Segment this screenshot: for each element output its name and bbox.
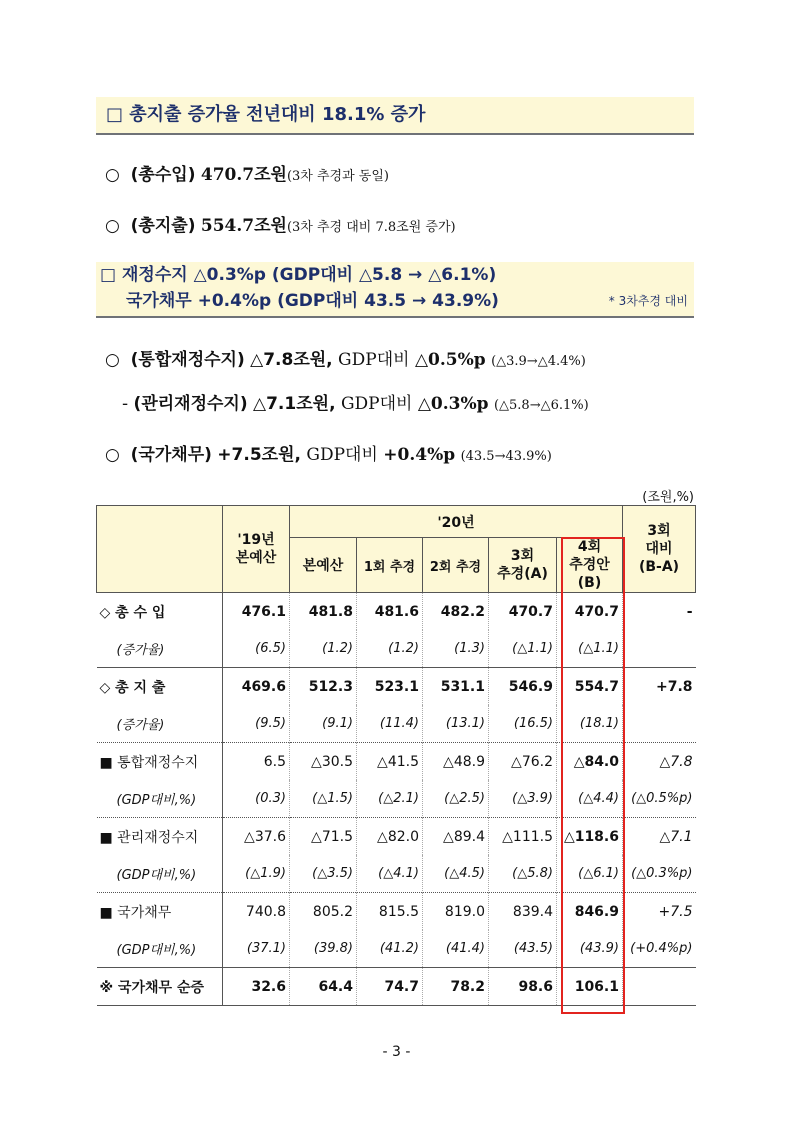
cell: 846.9 bbox=[557, 893, 623, 931]
cell: (11.4) bbox=[357, 705, 423, 743]
revenue-line bbox=[105, 160, 389, 185]
dash: - bbox=[122, 394, 129, 414]
cell: △71.5 bbox=[290, 818, 357, 856]
cell: △89.4 bbox=[423, 818, 489, 856]
row-label: (증가율) bbox=[97, 630, 223, 668]
header-diff-3: (B-A) bbox=[638, 559, 680, 575]
cell bbox=[623, 968, 696, 1006]
bullet: ○ bbox=[105, 445, 120, 465]
managed-pct: △0.3%p bbox=[417, 394, 489, 414]
cell: (41.2) bbox=[357, 930, 423, 968]
cell: (41.4) bbox=[423, 930, 489, 968]
header-supp-4-a: 4회 bbox=[577, 539, 602, 555]
cell: 839.4 bbox=[489, 893, 557, 931]
expenditure-note: (3차 추경 대비 7.8조원 증가) bbox=[286, 220, 456, 235]
debt-label: (국가채무) bbox=[130, 445, 212, 465]
cell: (6.5) bbox=[223, 630, 290, 668]
cell: (△2.1) bbox=[357, 780, 423, 818]
row-label: ◇ 총 지 출 bbox=[97, 668, 223, 706]
cell bbox=[623, 705, 696, 743]
table-unit: (조원,%) bbox=[642, 490, 694, 505]
cell: (△4.4) bbox=[557, 780, 623, 818]
integrated-gdp: GDP대비 bbox=[338, 350, 410, 370]
cell: (△1.1) bbox=[557, 630, 623, 668]
cell: 469.6 bbox=[223, 668, 290, 706]
cell: △82.0 bbox=[357, 818, 423, 856]
cell: (△3.5) bbox=[290, 855, 357, 893]
cell: (△4.5) bbox=[423, 855, 489, 893]
cell: (9.1) bbox=[290, 705, 357, 743]
table-row bbox=[97, 855, 696, 893]
table-row bbox=[97, 780, 696, 818]
cell: (1.2) bbox=[290, 630, 357, 668]
row-label: ■ 관리재정수지 bbox=[97, 818, 223, 856]
budget-table bbox=[96, 505, 696, 1006]
debt-gdp: GDP대비 bbox=[306, 445, 378, 465]
table-row bbox=[97, 893, 696, 931]
cell: (△4.1) bbox=[357, 855, 423, 893]
table-row bbox=[97, 818, 696, 856]
revenue-label: (총수입) bbox=[130, 165, 196, 185]
section2-line1: □ 재정수지 △0.3%p (GDP대비 △5.8 → △6.1%) bbox=[100, 265, 497, 285]
cell: (△0.5%p) bbox=[623, 780, 696, 818]
row-label: ※ 국가채무 순증 bbox=[97, 968, 223, 1006]
debt-note: (43.5→43.9%) bbox=[460, 449, 552, 464]
cell: (△3.9) bbox=[489, 780, 557, 818]
row-label: ■ 국가채무 bbox=[97, 893, 223, 931]
header-supp-4 bbox=[557, 538, 623, 593]
cell: +7.5 bbox=[623, 893, 696, 931]
cell: (△1.5) bbox=[290, 780, 357, 818]
table-row bbox=[97, 968, 696, 1006]
cell: 481.6 bbox=[357, 593, 423, 631]
header-supp-1: 1회 추경 bbox=[357, 538, 423, 593]
section2-note: * 3차추경 대비 bbox=[608, 294, 688, 308]
integrated-label: (통합재정수지) bbox=[130, 350, 245, 370]
cell: 819.0 bbox=[423, 893, 489, 931]
cell: 815.5 bbox=[357, 893, 423, 931]
managed-note: (△5.8→△6.1%) bbox=[493, 398, 589, 413]
cell: 32.6 bbox=[223, 968, 290, 1006]
cell: (△1.1) bbox=[489, 630, 557, 668]
cell: (△5.8) bbox=[489, 855, 557, 893]
managed-value: △7.1조원, bbox=[253, 394, 336, 414]
header-supp-3 bbox=[489, 538, 557, 593]
header-supp-2: 2회 추경 bbox=[423, 538, 489, 593]
cell: 470.7 bbox=[489, 593, 557, 631]
cell: (1.2) bbox=[357, 630, 423, 668]
debt-value: +7.5조원, bbox=[217, 445, 301, 465]
cell: (18.1) bbox=[557, 705, 623, 743]
row-label: ◇ 총 수 입 bbox=[97, 593, 223, 631]
header-main-budget: 본예산 bbox=[290, 538, 357, 593]
row-label: ■ 통합재정수지 bbox=[97, 743, 223, 781]
header-supp-3-b: 추경(A) bbox=[497, 566, 548, 582]
revenue-value: 470.7조원 bbox=[200, 165, 287, 185]
managed-gdp: GDP대비 bbox=[340, 394, 413, 414]
cell: 523.1 bbox=[357, 668, 423, 706]
row-label: (GDP대비,%) bbox=[97, 855, 223, 893]
cell: 6.5 bbox=[223, 743, 290, 781]
cell: (37.1) bbox=[223, 930, 290, 968]
cell: △118.6 bbox=[557, 818, 623, 856]
cell: △30.5 bbox=[290, 743, 357, 781]
cell: △41.5 bbox=[357, 743, 423, 781]
cell: 98.6 bbox=[489, 968, 557, 1006]
table-row bbox=[97, 705, 696, 743]
header-supp-3-a: 3회 bbox=[510, 548, 535, 564]
bullet: ○ bbox=[105, 350, 120, 370]
managed-label: (관리재정수지) bbox=[133, 394, 248, 414]
cell: (1.3) bbox=[423, 630, 489, 668]
cell: (△6.1) bbox=[557, 855, 623, 893]
bullet: ○ bbox=[105, 216, 120, 236]
header-blank bbox=[97, 506, 223, 593]
header-2019-budget: 본예산 bbox=[235, 550, 277, 566]
cell: △111.5 bbox=[489, 818, 557, 856]
section2-line2: 국가채무 +0.4%p (GDP대비 43.5 → 43.9%) bbox=[126, 291, 499, 311]
header-diff bbox=[623, 506, 696, 593]
cell: 481.8 bbox=[290, 593, 357, 631]
cell: (43.5) bbox=[489, 930, 557, 968]
cell: △7.1 bbox=[623, 818, 696, 856]
cell: 546.9 bbox=[489, 668, 557, 706]
row-label: (증가율) bbox=[97, 705, 223, 743]
debt-pct: +0.4%p bbox=[383, 445, 456, 465]
table-row bbox=[97, 930, 696, 968]
cell bbox=[623, 630, 696, 668]
cell: 64.4 bbox=[290, 968, 357, 1006]
cell: (+0.4%p) bbox=[623, 930, 696, 968]
bullet: ○ bbox=[105, 165, 120, 185]
cell: - bbox=[623, 593, 696, 631]
header-2019-year: '19년 bbox=[237, 532, 275, 548]
expenditure-line bbox=[105, 211, 456, 236]
integrated-balance-line bbox=[105, 345, 586, 370]
cell: (43.9) bbox=[557, 930, 623, 968]
cell: 482.2 bbox=[423, 593, 489, 631]
cell: (△0.3%p) bbox=[623, 855, 696, 893]
cell: 531.1 bbox=[423, 668, 489, 706]
section1-title: □ 총지출 증가율 전년대비 18.1% 증가 bbox=[106, 104, 426, 125]
header-2020: '20년 bbox=[290, 506, 623, 538]
row-label: (GDP대비,%) bbox=[97, 930, 223, 968]
cell: 106.1 bbox=[557, 968, 623, 1006]
cell: △7.8 bbox=[623, 743, 696, 781]
header-2019 bbox=[223, 506, 290, 593]
cell: 78.2 bbox=[423, 968, 489, 1006]
cell: 554.7 bbox=[557, 668, 623, 706]
cell: △48.9 bbox=[423, 743, 489, 781]
table-row bbox=[97, 630, 696, 668]
section2-header bbox=[96, 262, 694, 318]
header-supp-4-b: 추경안(B) bbox=[569, 557, 610, 591]
cell: (9.5) bbox=[223, 705, 290, 743]
cell: 805.2 bbox=[290, 893, 357, 931]
expenditure-value: 554.7조원 bbox=[200, 216, 287, 236]
expenditure-label: (총지출) bbox=[130, 216, 196, 236]
cell: 512.3 bbox=[290, 668, 357, 706]
integrated-value: △7.8조원, bbox=[250, 350, 333, 370]
cell: (16.5) bbox=[489, 705, 557, 743]
managed-balance-line bbox=[122, 389, 589, 414]
cell: 74.7 bbox=[357, 968, 423, 1006]
cell: 740.8 bbox=[223, 893, 290, 931]
cell: (△2.5) bbox=[423, 780, 489, 818]
cell: △37.6 bbox=[223, 818, 290, 856]
cell: △84.0 bbox=[557, 743, 623, 781]
table-row bbox=[97, 668, 696, 706]
cell: △76.2 bbox=[489, 743, 557, 781]
revenue-note: (3차 추경과 동일) bbox=[286, 169, 389, 184]
table-row bbox=[97, 743, 696, 781]
cell: +7.8 bbox=[623, 668, 696, 706]
page-number: - 3 - bbox=[382, 1044, 411, 1060]
integrated-note: (△3.9→△4.4%) bbox=[491, 354, 586, 369]
cell: 470.7 bbox=[557, 593, 623, 631]
table-row bbox=[97, 593, 696, 631]
national-debt-line bbox=[105, 440, 552, 465]
section1-header bbox=[96, 97, 694, 135]
cell: (△1.9) bbox=[223, 855, 290, 893]
header-diff-2: 대비 bbox=[645, 541, 673, 557]
cell: (13.1) bbox=[423, 705, 489, 743]
row-label: (GDP대비,%) bbox=[97, 780, 223, 818]
header-diff-1: 3회 bbox=[647, 523, 671, 539]
integrated-pct: △0.5%p bbox=[414, 350, 486, 370]
cell: (39.8) bbox=[290, 930, 357, 968]
cell: 476.1 bbox=[223, 593, 290, 631]
cell: (0.3) bbox=[223, 780, 290, 818]
